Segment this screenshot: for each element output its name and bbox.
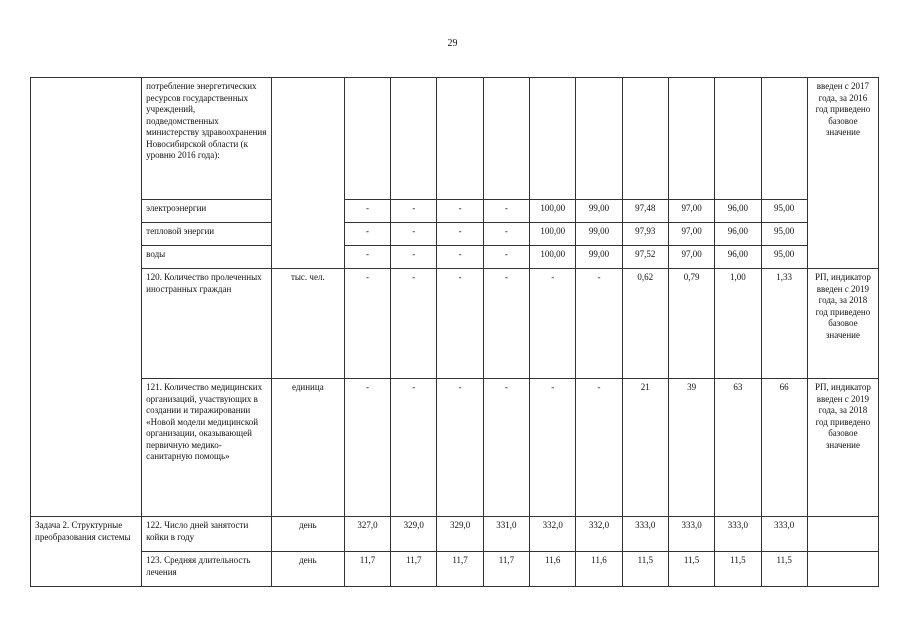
table-row	[31, 246, 879, 269]
value-cell: -	[437, 200, 483, 223]
value-cell	[576, 78, 622, 200]
value-cell: 97,52	[622, 246, 668, 269]
value-cell: -	[344, 246, 390, 269]
value-cell: 97,00	[668, 246, 714, 269]
note-cell	[807, 517, 878, 552]
value-cell: 96,00	[715, 223, 761, 246]
value-cell: 100,00	[530, 223, 576, 246]
unit-cell: день	[271, 552, 344, 587]
value-cell: 99,00	[576, 223, 622, 246]
value-cell: 332,0	[530, 517, 576, 552]
value-cell: -	[391, 200, 437, 223]
value-cell: -	[437, 223, 483, 246]
table-row	[31, 78, 879, 200]
indicator-cell: 121. Количество медицинских организаций, участвующих в создании и тиражировании «Новой модели медицинской организации, оказывающей первичную медико-санитарную помощь»	[142, 379, 272, 517]
table-row	[31, 517, 879, 552]
value-cell: 329,0	[391, 517, 437, 552]
value-cell: 95,00	[761, 223, 807, 246]
value-cell: -	[391, 269, 437, 379]
value-cell: -	[437, 246, 483, 269]
unit-cell: тыс. чел.	[271, 269, 344, 379]
value-cell: 0,62	[622, 269, 668, 379]
table-row	[31, 552, 879, 587]
value-cell: 97,00	[668, 223, 714, 246]
value-cell: 99,00	[576, 200, 622, 223]
value-cell: -	[391, 379, 437, 517]
value-cell: 11,7	[437, 552, 483, 587]
value-cell: 1,33	[761, 269, 807, 379]
value-cell	[483, 78, 529, 200]
value-cell: 11,6	[530, 552, 576, 587]
indicator-cell: 120. Количество пролеченных иностранных граждан	[142, 269, 272, 379]
value-cell: 100,00	[530, 200, 576, 223]
page-number: 29	[447, 38, 458, 49]
value-cell: 97,93	[622, 223, 668, 246]
note-cell	[807, 552, 878, 587]
note-cell: введен с 2017 года, за 2016 год приведено базовое значение	[807, 78, 878, 269]
value-cell: -	[483, 379, 529, 517]
value-cell	[622, 78, 668, 200]
value-cell: -	[344, 223, 390, 246]
value-cell: -	[576, 269, 622, 379]
value-cell: 329,0	[437, 517, 483, 552]
value-cell	[761, 78, 807, 200]
value-cell: 95,00	[761, 200, 807, 223]
value-cell: 97,00	[668, 200, 714, 223]
indicator-cell: тепловой энергии	[142, 223, 272, 246]
value-cell: 0,79	[668, 269, 714, 379]
indicator-cell: 123. Средняя длительность лечения	[142, 552, 272, 587]
value-cell: 97,48	[622, 200, 668, 223]
value-cell: 11,7	[391, 552, 437, 587]
value-cell: 333,0	[761, 517, 807, 552]
value-cell: 95,00	[761, 246, 807, 269]
table-row	[31, 200, 879, 223]
value-cell: 11,5	[761, 552, 807, 587]
value-cell: 11,5	[622, 552, 668, 587]
indicators-table	[30, 77, 879, 587]
value-cell: -	[483, 200, 529, 223]
note-cell: РП, индикатор введен с 2019 года, за 2018 год приведено базовое значение	[807, 379, 878, 517]
value-cell: -	[530, 379, 576, 517]
value-cell: 11,6	[576, 552, 622, 587]
value-cell	[530, 78, 576, 200]
value-cell: 333,0	[622, 517, 668, 552]
value-cell: -	[483, 223, 529, 246]
indicator-cell: воды	[142, 246, 272, 269]
value-cell: 1,00	[715, 269, 761, 379]
value-cell: -	[344, 200, 390, 223]
task-cell-empty	[31, 78, 142, 517]
value-cell	[344, 78, 390, 200]
table-row	[31, 379, 879, 517]
indicator-cell: 122. Число дней занятости койки в году	[142, 517, 272, 552]
value-cell: 11,5	[668, 552, 714, 587]
value-cell: 39	[668, 379, 714, 517]
value-cell: 21	[622, 379, 668, 517]
value-cell: -	[391, 246, 437, 269]
value-cell	[437, 78, 483, 200]
value-cell	[715, 78, 761, 200]
value-cell: -	[391, 223, 437, 246]
value-cell: 333,0	[668, 517, 714, 552]
value-cell: 11,5	[715, 552, 761, 587]
value-cell: 96,00	[715, 246, 761, 269]
value-cell: 96,00	[715, 200, 761, 223]
value-cell: -	[483, 269, 529, 379]
value-cell: -	[483, 246, 529, 269]
value-cell	[391, 78, 437, 200]
value-cell: 66	[761, 379, 807, 517]
value-cell: -	[530, 269, 576, 379]
unit-cell: единица	[271, 379, 344, 517]
table-row	[31, 223, 879, 246]
value-cell: 99,00	[576, 246, 622, 269]
indicator-cell: потребление энергетических ресурсов государственных учреждений, подведомственных министерству здравоохранения Новосибирской области (к уровню 2016 года):	[142, 78, 272, 200]
value-cell: 327,0	[344, 517, 390, 552]
table-row	[31, 269, 879, 379]
indicator-cell: электроэнергии	[142, 200, 272, 223]
note-cell: РП, индикатор введен с 2019 года, за 2018 год приведено базовое значение	[807, 269, 878, 379]
value-cell: -	[437, 269, 483, 379]
value-cell: -	[437, 379, 483, 517]
value-cell: 11,7	[483, 552, 529, 587]
value-cell: -	[576, 379, 622, 517]
value-cell: -	[344, 269, 390, 379]
value-cell: 63	[715, 379, 761, 517]
value-cell: 333,0	[715, 517, 761, 552]
unit-cell	[271, 78, 344, 269]
value-cell: 11,7	[344, 552, 390, 587]
value-cell: 100,00	[530, 246, 576, 269]
unit-cell: день	[271, 517, 344, 552]
value-cell: 332,0	[576, 517, 622, 552]
value-cell: 331,0	[483, 517, 529, 552]
task-cell: Задача 2. Структурные преобразования системы	[31, 517, 142, 587]
value-cell: -	[344, 379, 390, 517]
value-cell	[668, 78, 714, 200]
